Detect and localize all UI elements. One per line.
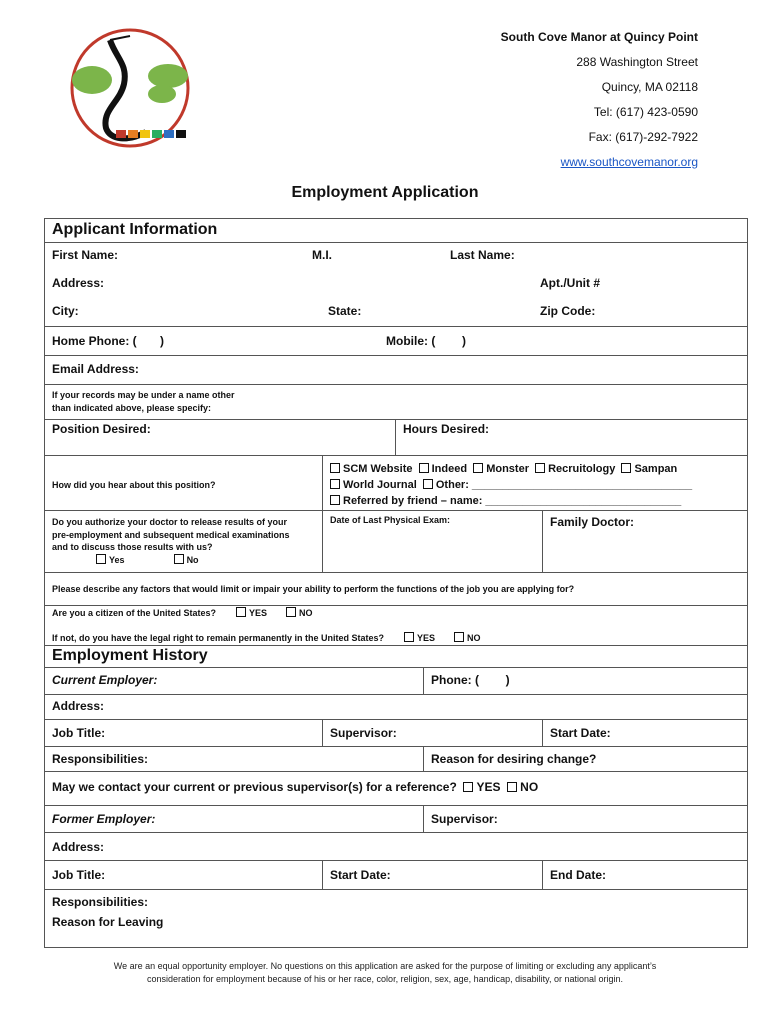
org-website-link[interactable]: www.southcovemanor.org [560,155,698,169]
former-employer-field[interactable]: Former Employer: [52,812,156,826]
contact-question-text: May we contact your current or previous supervisor(s) for a reference? [52,780,457,794]
source-sampan-checkbox[interactable]: Sampan [621,463,677,475]
doctor-no-checkbox[interactable]: No [174,555,199,565]
limitations-question[interactable]: Please describe any factors that would limit or impair your ability to perform the functions of the job you are applying for? [52,584,575,594]
source-other-checkbox[interactable]: Other: ____________________________________ [423,479,692,491]
job-title-field[interactable]: Job Title: [52,726,106,740]
former-job-title-field[interactable]: Job Title: [52,868,106,882]
email-field[interactable]: Email Address: [52,362,139,376]
employer-phone-field[interactable]: Phone: ( ) [431,673,510,687]
employment-history-heading: Employment History [52,647,208,664]
org-city: Quincy, MA 02118 [601,80,698,94]
doctor-q-line-1: Do you authorize your doctor to release results of your [52,517,288,527]
reason-change-field[interactable]: Reason for desiring change? [431,752,597,766]
responsibilities-field[interactable]: Responsibilities: [52,752,149,766]
eeo-footer [0,960,770,986]
first-name-field[interactable]: First Name: [52,248,119,262]
contact-yes-checkbox[interactable]: YES [463,780,500,794]
source-recruitology-checkbox[interactable]: Recruitology [535,463,615,475]
applicant-info-heading: Applicant Information [52,221,218,238]
former-address-field[interactable]: Address: [52,840,105,854]
footer-line-2: consideration for employment because of his or her race, color, religion, sex, age, handicap, disability, or national origin. [146,974,624,984]
org-address-block [501,25,698,175]
legal-no-checkbox[interactable]: NO [454,632,481,645]
supervisor-field[interactable]: Supervisor: [330,726,397,740]
start-date-field[interactable]: Start Date: [550,726,611,740]
logo-crane-icon [50,18,220,158]
other-name-label-2: than indicated above, please specify: [52,402,212,413]
other-name-label-1: If your records may be under a name other [52,390,235,400]
apt-unit-field[interactable]: Apt./Unit # [540,276,600,290]
doctor-authorization-question [52,516,290,566]
mobile-phone-field[interactable]: Mobile: ( ) [386,334,466,348]
source-world-journal-checkbox[interactable]: World Journal [330,479,417,491]
source-scm-checkbox[interactable]: SCM Website [330,463,412,475]
contact-no-checkbox[interactable]: NO [507,780,538,794]
source-options [330,461,692,509]
other-name-field[interactable] [52,389,235,414]
last-name-field[interactable]: Last Name: [450,248,515,262]
zip-code-field[interactable]: Zip Code: [540,304,596,318]
hours-desired-field[interactable]: Hours Desired: [403,422,490,436]
city-field[interactable]: City: [52,304,79,318]
org-street: 288 Washington Street [576,55,698,69]
org-name: South Cove Manor at Quincy Point [500,30,698,44]
citizen-question: Are you a citizen of the United States? [52,608,217,618]
doctor-q-line-2: pre-employment and subsequent medical examinations [52,529,290,540]
former-responsibilities-field[interactable]: Responsibilities: [52,895,149,909]
doctor-q-line-3: and to discuss those results with us? [52,542,213,552]
source-monster-checkbox[interactable]: Monster [473,463,529,475]
address-field[interactable]: Address: [52,276,105,290]
source-referred-checkbox[interactable]: Referred by friend – name: ________________________________ [330,495,681,507]
hear-about-label: How did you hear about this position? [52,480,216,490]
family-doctor-field[interactable]: Family Doctor: [550,515,635,529]
reason-leaving-field[interactable]: Reason for Leaving [52,915,164,929]
current-employer-field[interactable]: Current Employer: [52,673,158,687]
citizen-no-checkbox[interactable]: NO [286,607,313,620]
page-title: Employment Application [291,184,479,201]
former-end-date-field[interactable]: End Date: [550,868,607,882]
legal-right-question: If not, do you have the legal right to remain permanently in the United States? [52,633,385,643]
legal-yes-checkbox[interactable]: YES [404,632,435,645]
footer-line-1: We are an equal opportunity employer. No questions on this application are asked for the purpose of limiting or excluding any applicant’s [113,961,657,971]
contact-reference-question [52,780,538,794]
doctor-yes-checkbox[interactable]: Yes [96,555,125,565]
former-supervisor-field[interactable]: Supervisor: [431,812,498,826]
position-desired-field[interactable]: Position Desired: [52,422,151,436]
org-fax: Fax: (617)-292-7922 [588,130,698,144]
citizen-yes-checkbox[interactable]: YES [236,607,267,620]
org-tel: Tel: (617) 423-0590 [593,105,698,119]
middle-initial-field[interactable]: M.I. [312,248,332,262]
physical-exam-date-field[interactable]: Date of Last Physical Exam: [330,515,451,525]
source-indeed-checkbox[interactable]: Indeed [419,463,467,475]
state-field[interactable]: State: [328,304,362,318]
home-phone-field[interactable]: Home Phone: ( ) [52,334,165,348]
former-start-date-field[interactable]: Start Date: [330,868,391,882]
employer-address-field[interactable]: Address: [52,699,105,713]
